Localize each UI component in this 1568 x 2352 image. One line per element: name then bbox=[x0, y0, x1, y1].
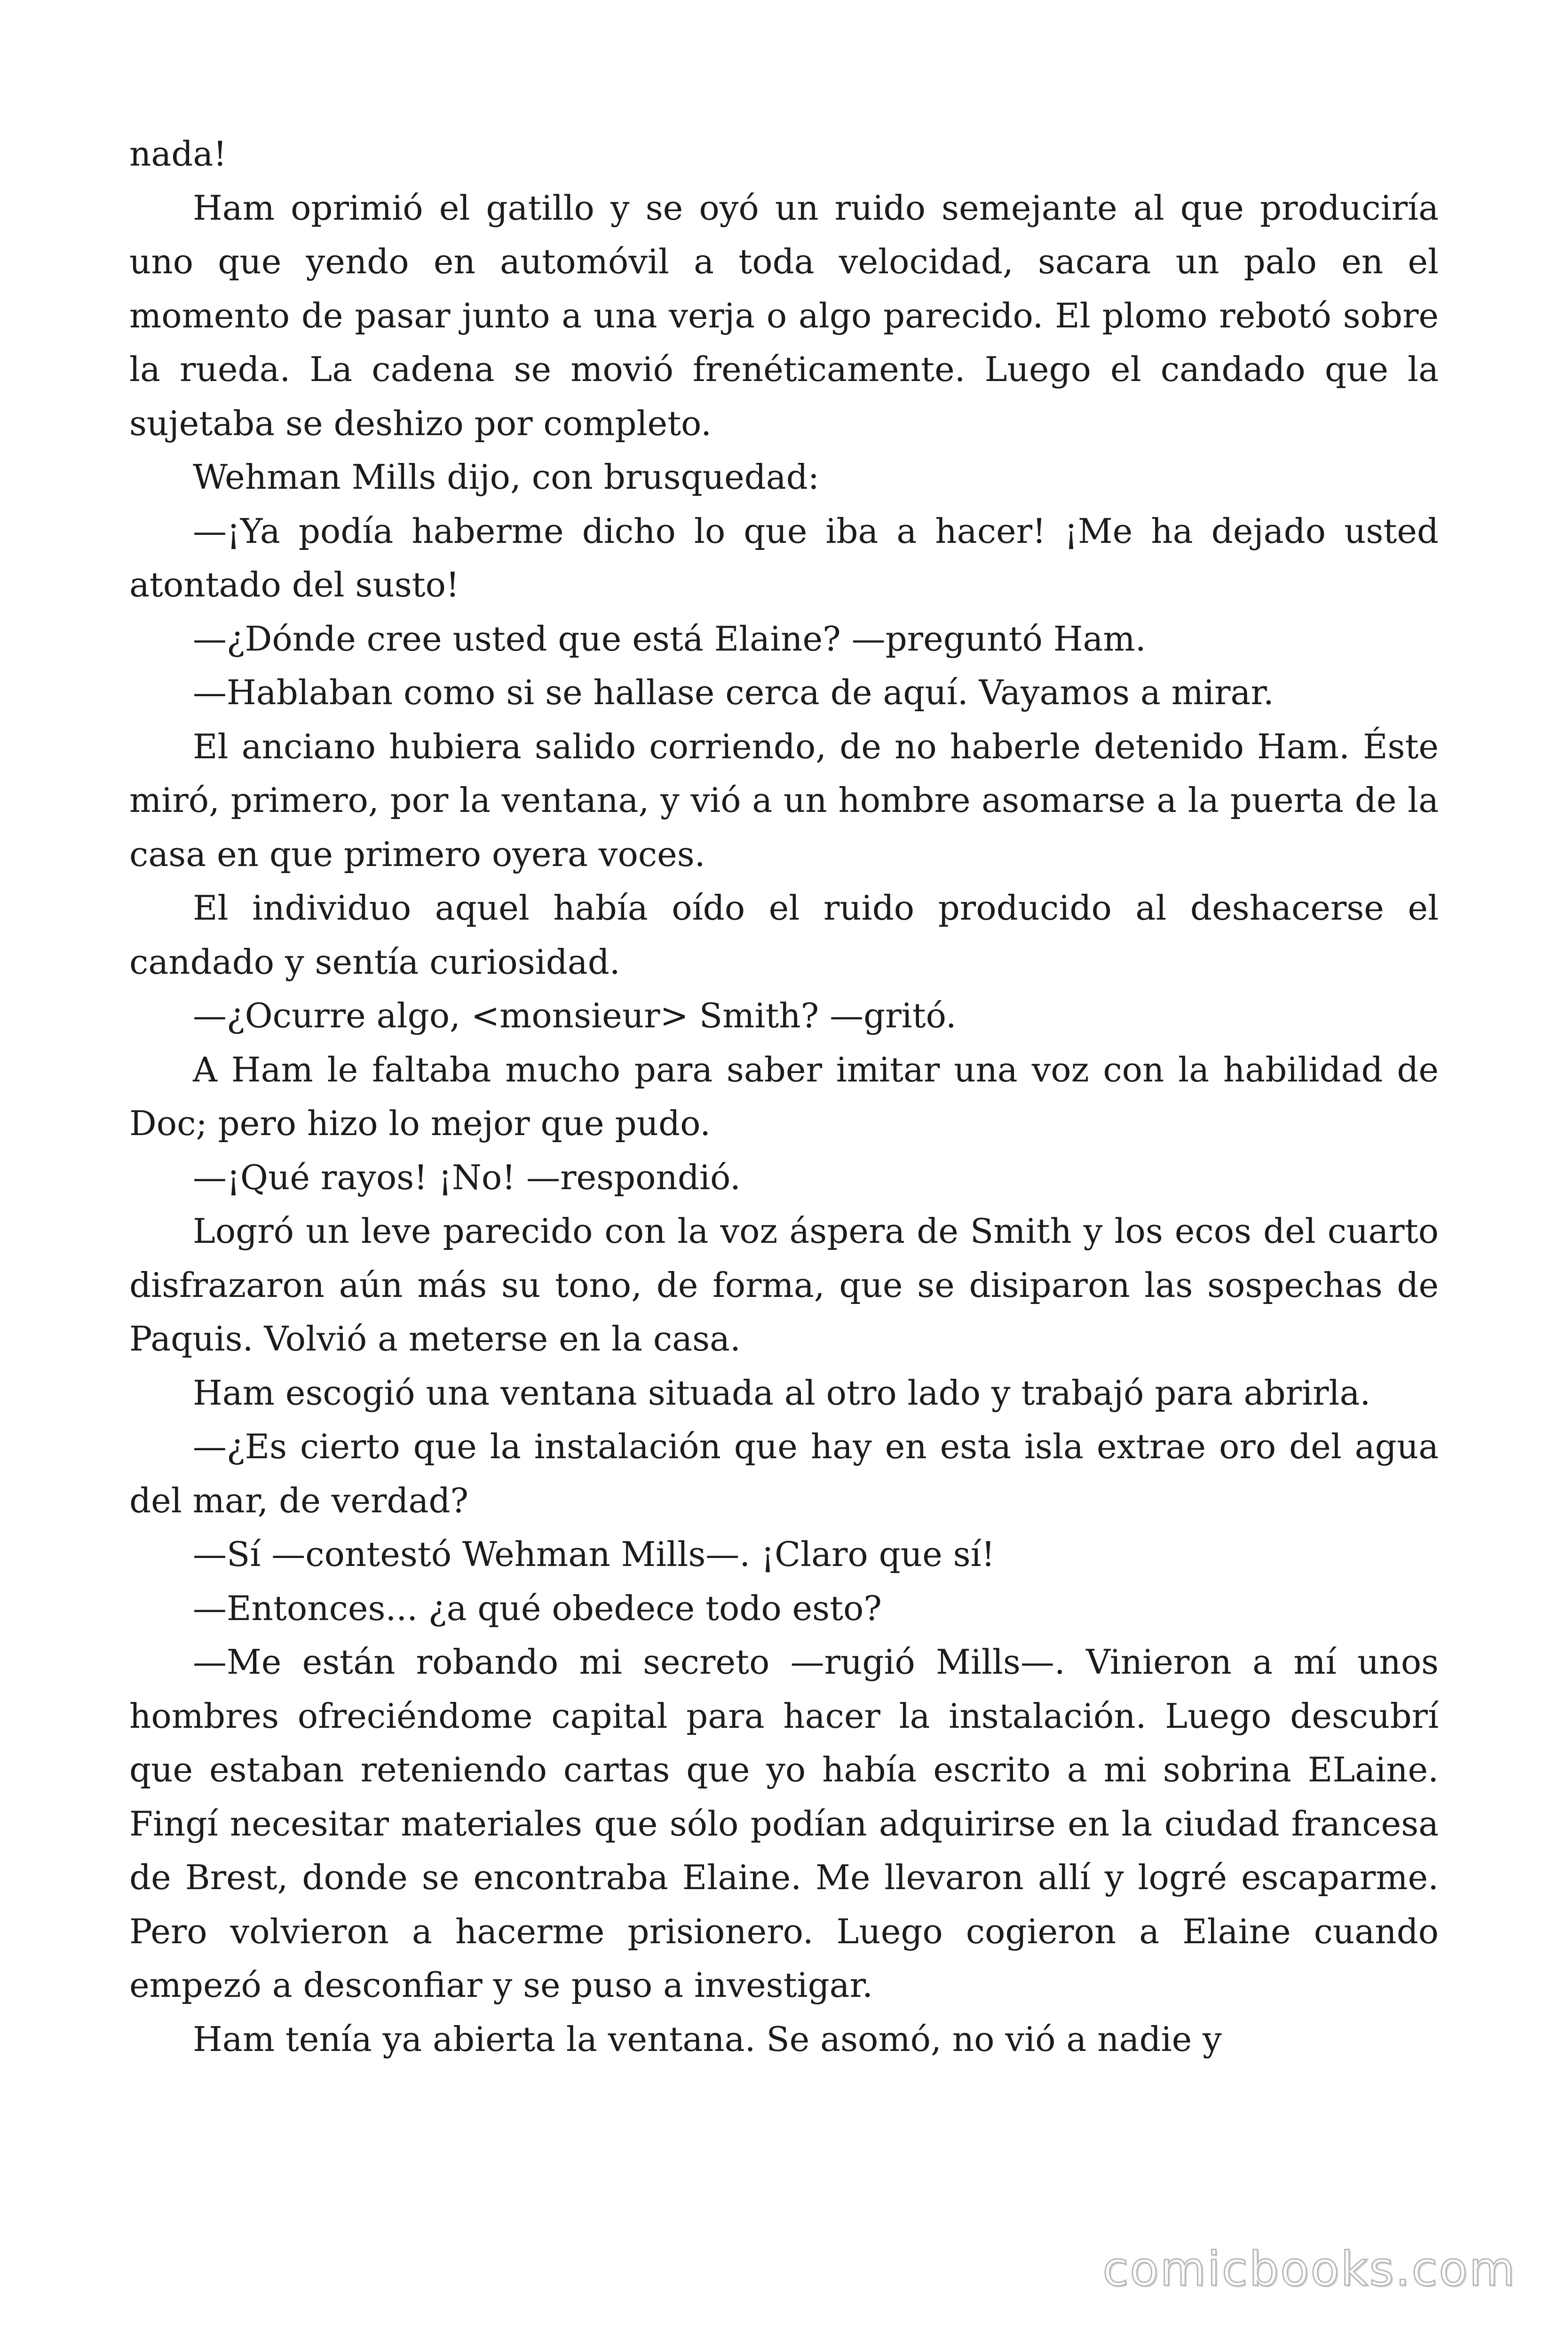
paragraph: —¡Ya podía haberme dicho lo que iba a hacer! ¡Me ha dejado usted atontado del susto! bbox=[129, 511, 1439, 604]
paragraph: —Entonces... ¿a qué obedece todo esto? bbox=[193, 1588, 882, 1628]
paragraph: Ham oprimió el gatillo y se oyó un ruido semejante al que produciría uno que yendo en automóvil a toda velocidad, sacara un palo en el momento de pasar junto a una verja o algo parecido. El plomo rebotó sobre la rueda. La cadena se movió frenéticamente. Luego el candado que la sujetaba se deshizo por completo. bbox=[129, 188, 1439, 443]
paragraph: El individuo aquel había oído el ruido producido al deshacerse el candado y sentía curiosidad. bbox=[129, 888, 1439, 982]
page-text bbox=[129, 127, 1439, 2066]
paragraph: nada! bbox=[129, 134, 227, 174]
paragraph: —¿Dónde cree usted que está Elaine? —preguntó Ham. bbox=[193, 619, 1146, 659]
paragraph: —¿Es cierto que la instalación que hay en esta isla extrae oro del agua del mar, de verdad? bbox=[129, 1427, 1439, 1520]
paragraph: El anciano hubiera salido corriendo, de no haberle detenido Ham. Éste miró, primero, por la ventana, y vió a un hombre asomarse a la puerta de la casa en que primero oyera voces. bbox=[129, 726, 1439, 874]
paragraph: —¿Ocurre algo, <monsieur> Smith? —gritó. bbox=[193, 996, 957, 1035]
paragraph: —Hablaban como si se hallase cerca de aquí. Vayamos a mirar. bbox=[193, 673, 1274, 712]
paragraph: Wehman Mills dijo, con brusquedad: bbox=[193, 457, 819, 497]
paragraph: Logró un leve parecido con la voz áspera de Smith y los ecos del cuarto disfrazaron aún más su tono, de forma, que se disiparon las sospechas de Paquis. Volvió a meterse en la casa. bbox=[129, 1211, 1439, 1359]
paragraph: —Me están robando mi secreto —rugió Mills—. Vinieron a mí unos hombres ofreciéndome capital para hacer la instalación. Luego descubrí que estaban reteniendo cartas que yo había escrito a mi sobrina ELaine. Fingí necesitar materiales que sólo podían adquirirse en la ciudad francesa de Brest, donde se encontraba Elaine. Me llevaron allí y logré escaparme. Pero volvieron a hacerme prisionero. Luego cogieron a Elaine cuando empezó a desconfiar y se puso a investigar. bbox=[129, 1642, 1439, 2005]
watermark: comicbooks.com bbox=[1102, 2241, 1516, 2296]
paragraph: Ham tenía ya abierta la ventana. Se asomó, no vió a nadie y bbox=[193, 2019, 1222, 2059]
paragraph: A Ham le faltaba mucho para saber imitar una voz con la habilidad de Doc; pero hizo lo mejor que pudo. bbox=[129, 1049, 1439, 1143]
paragraph: —Sí —contestó Wehman Mills—. ¡Claro que sí! bbox=[193, 1534, 995, 1574]
paragraph: Ham escogió una ventana situada al otro lado y trabajó para abrirla. bbox=[193, 1373, 1371, 1413]
paragraph: —¡Qué rayos! ¡No! —respondió. bbox=[193, 1157, 741, 1197]
